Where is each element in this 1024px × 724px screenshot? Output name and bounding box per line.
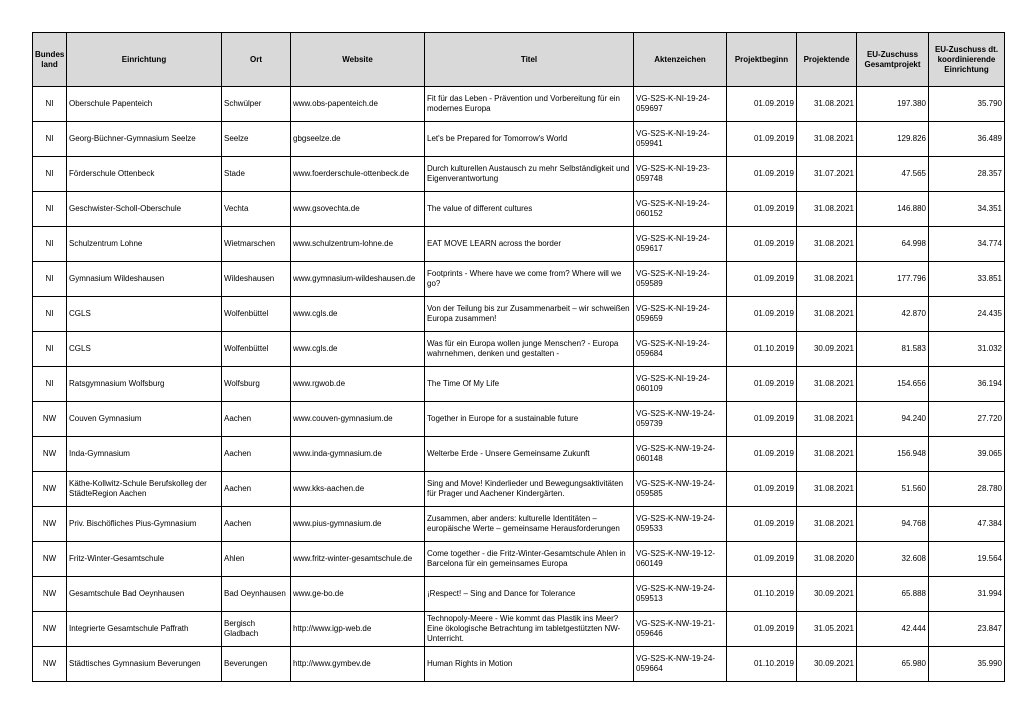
bundesland-cell: NW bbox=[33, 647, 67, 682]
einrichtung-cell: Schulzentrum Lohne bbox=[67, 227, 222, 262]
projektbeginn-cell: 01.09.2019 bbox=[727, 507, 797, 542]
table-row bbox=[33, 402, 1005, 437]
titel-cell: EAT MOVE LEARN across the border bbox=[425, 227, 634, 262]
table-row bbox=[33, 157, 1005, 192]
website-cell: www.fritz-winter-gesamtschule.de bbox=[291, 542, 425, 577]
zuschuss-gesamt-cell: 156.948 bbox=[857, 437, 929, 472]
table-row bbox=[33, 367, 1005, 402]
bundesland-cell: NW bbox=[33, 612, 67, 647]
header-eu-zuschuss-gesamt: EU-Zuschuss Gesamtprojekt bbox=[857, 33, 929, 87]
website-cell: www.inda-gymnasium.de bbox=[291, 437, 425, 472]
projektende-cell: 30.09.2021 bbox=[797, 647, 857, 682]
header-projektende: Projektende bbox=[797, 33, 857, 87]
projektbeginn-cell: 01.10.2019 bbox=[727, 647, 797, 682]
aktenzeichen-cell: VG-S2S-K-NI-19-24-060109 bbox=[634, 367, 727, 402]
zuschuss-gesamt-cell: 65.888 bbox=[857, 577, 929, 612]
bundesland-cell: NW bbox=[33, 507, 67, 542]
bundesland-cell: NW bbox=[33, 577, 67, 612]
header-einrichtung: Einrichtung bbox=[67, 33, 222, 87]
einrichtung-cell: CGLS bbox=[67, 332, 222, 367]
bundesland-cell: NW bbox=[33, 402, 67, 437]
ort-cell: Stade bbox=[222, 157, 291, 192]
ort-cell: Schwülper bbox=[222, 87, 291, 122]
zuschuss-koordinierend-cell: 23.847 bbox=[929, 612, 1005, 647]
zuschuss-koordinierend-cell: 34.351 bbox=[929, 192, 1005, 227]
zuschuss-koordinierend-cell: 35.790 bbox=[929, 87, 1005, 122]
projektbeginn-cell: 01.09.2019 bbox=[727, 402, 797, 437]
projektbeginn-cell: 01.09.2019 bbox=[727, 472, 797, 507]
zuschuss-gesamt-cell: 47.565 bbox=[857, 157, 929, 192]
bundesland-cell: NW bbox=[33, 472, 67, 507]
bundesland-cell: NI bbox=[33, 87, 67, 122]
header-aktenzeichen: Aktenzeichen bbox=[634, 33, 727, 87]
table-row bbox=[33, 227, 1005, 262]
bundesland-cell: NI bbox=[33, 157, 67, 192]
aktenzeichen-cell: VG-S2S-K-NI-19-24-059684 bbox=[634, 332, 727, 367]
titel-cell: Technopoly-Meere - Wie kommt das Plastik ins Meer? Eine ökologische Betrachtung im tabletgestützten NW-Unterricht. bbox=[425, 612, 634, 647]
aktenzeichen-cell: VG-S2S-K-NI-19-24-059697 bbox=[634, 87, 727, 122]
einrichtung-cell: Förderschule Ottenbeck bbox=[67, 157, 222, 192]
titel-cell: Welterbe Erde - Unsere Gemeinsame Zukunft bbox=[425, 437, 634, 472]
table-row bbox=[33, 437, 1005, 472]
zuschuss-gesamt-cell: 32.608 bbox=[857, 542, 929, 577]
projektende-cell: 31.07.2021 bbox=[797, 157, 857, 192]
ort-cell: Bad Oeynhausen bbox=[222, 577, 291, 612]
titel-cell: Come together - die Fritz-Winter-Gesamtschule Ahlen in Barcelona für ein gemeinsames Europa bbox=[425, 542, 634, 577]
projektende-cell: 31.08.2021 bbox=[797, 367, 857, 402]
header-ort: Ort bbox=[222, 33, 291, 87]
table-row bbox=[33, 542, 1005, 577]
zuschuss-gesamt-cell: 129.826 bbox=[857, 122, 929, 157]
table-row bbox=[33, 472, 1005, 507]
table-body bbox=[33, 87, 1005, 682]
titel-cell: The value of different cultures bbox=[425, 192, 634, 227]
einrichtung-cell: Priv. Bischöfliches Pius-Gymnasium bbox=[67, 507, 222, 542]
projektbeginn-cell: 01.09.2019 bbox=[727, 227, 797, 262]
titel-cell: Fit für das Leben - Prävention und Vorbereitung für ein modernes Europa bbox=[425, 87, 634, 122]
zuschuss-gesamt-cell: 197.380 bbox=[857, 87, 929, 122]
website-cell: http://www.igp-web.de bbox=[291, 612, 425, 647]
projektende-cell: 31.08.2021 bbox=[797, 472, 857, 507]
projektende-cell: 31.08.2021 bbox=[797, 227, 857, 262]
table-row bbox=[33, 332, 1005, 367]
zuschuss-gesamt-cell: 81.583 bbox=[857, 332, 929, 367]
website-cell: www.cgls.de bbox=[291, 297, 425, 332]
projektende-cell: 31.05.2021 bbox=[797, 612, 857, 647]
aktenzeichen-cell: VG-S2S-K-NW-19-21-059646 bbox=[634, 612, 727, 647]
table-row bbox=[33, 87, 1005, 122]
aktenzeichen-cell: VG-S2S-K-NW-19-12-060149 bbox=[634, 542, 727, 577]
aktenzeichen-cell: VG-S2S-K-NW-19-24-059533 bbox=[634, 507, 727, 542]
header-row bbox=[33, 33, 1005, 87]
aktenzeichen-cell: VG-S2S-K-NI-19-24-059659 bbox=[634, 297, 727, 332]
projektende-cell: 31.08.2021 bbox=[797, 507, 857, 542]
projektende-cell: 31.08.2021 bbox=[797, 297, 857, 332]
projektbeginn-cell: 01.09.2019 bbox=[727, 192, 797, 227]
zuschuss-koordinierend-cell: 28.780 bbox=[929, 472, 1005, 507]
table-row bbox=[33, 577, 1005, 612]
einrichtung-cell: Ratsgymnasium Wolfsburg bbox=[67, 367, 222, 402]
aktenzeichen-cell: VG-S2S-K-NI-19-23-059748 bbox=[634, 157, 727, 192]
bundesland-cell: NI bbox=[33, 332, 67, 367]
projektbeginn-cell: 01.09.2019 bbox=[727, 542, 797, 577]
bundesland-cell: NW bbox=[33, 437, 67, 472]
zuschuss-koordinierend-cell: 36.194 bbox=[929, 367, 1005, 402]
zuschuss-gesamt-cell: 51.560 bbox=[857, 472, 929, 507]
zuschuss-gesamt-cell: 177.796 bbox=[857, 262, 929, 297]
bundesland-cell: NI bbox=[33, 192, 67, 227]
website-cell: www.obs-papenteich.de bbox=[291, 87, 425, 122]
header-eu-zuschuss-koordinierend: EU-Zuschuss dt. koordinierende Einrichtung bbox=[929, 33, 1005, 87]
titel-cell: Sing and Move! Kinderlieder und Bewegungsaktivitäten für Prager und Aachener Kindergärten. bbox=[425, 472, 634, 507]
table-row bbox=[33, 192, 1005, 227]
website-cell: www.gymnasium-wildeshausen.de bbox=[291, 262, 425, 297]
bundesland-cell: NI bbox=[33, 262, 67, 297]
projektbeginn-cell: 01.10.2019 bbox=[727, 332, 797, 367]
zuschuss-gesamt-cell: 94.768 bbox=[857, 507, 929, 542]
ort-cell: Wolfenbüttel bbox=[222, 332, 291, 367]
titel-cell: Let's be Prepared for Tomorrow's World bbox=[425, 122, 634, 157]
zuschuss-koordinierend-cell: 47.384 bbox=[929, 507, 1005, 542]
einrichtung-cell: Oberschule Papenteich bbox=[67, 87, 222, 122]
projektende-cell: 31.08.2021 bbox=[797, 262, 857, 297]
projektende-cell: 31.08.2021 bbox=[797, 192, 857, 227]
website-cell: www.schulzentrum-lohne.de bbox=[291, 227, 425, 262]
document-page bbox=[32, 32, 1005, 682]
projects-table bbox=[32, 32, 1005, 682]
bundesland-cell: NW bbox=[33, 542, 67, 577]
ort-cell: Aachen bbox=[222, 507, 291, 542]
zuschuss-gesamt-cell: 146.880 bbox=[857, 192, 929, 227]
table-row bbox=[33, 297, 1005, 332]
website-cell: www.foerderschule-ottenbeck.de bbox=[291, 157, 425, 192]
projektende-cell: 31.08.2021 bbox=[797, 437, 857, 472]
aktenzeichen-cell: VG-S2S-K-NW-19-24-059664 bbox=[634, 647, 727, 682]
projektbeginn-cell: 01.10.2019 bbox=[727, 577, 797, 612]
zuschuss-gesamt-cell: 154.656 bbox=[857, 367, 929, 402]
ort-cell: Wietmarschen bbox=[222, 227, 291, 262]
aktenzeichen-cell: VG-S2S-K-NI-19-24-059617 bbox=[634, 227, 727, 262]
table-row bbox=[33, 612, 1005, 647]
ort-cell: Ahlen bbox=[222, 542, 291, 577]
ort-cell: Wolfenbüttel bbox=[222, 297, 291, 332]
bundesland-cell: NI bbox=[33, 122, 67, 157]
zuschuss-koordinierend-cell: 31.994 bbox=[929, 577, 1005, 612]
ort-cell: Vechta bbox=[222, 192, 291, 227]
titel-cell: Footprints - Where have we come from? Where will we go? bbox=[425, 262, 634, 297]
einrichtung-cell: Käthe-Kollwitz-Schule Berufskolleg der StädteRegion Aachen bbox=[67, 472, 222, 507]
projektbeginn-cell: 01.09.2019 bbox=[727, 437, 797, 472]
table-row bbox=[33, 262, 1005, 297]
projektende-cell: 30.09.2021 bbox=[797, 332, 857, 367]
aktenzeichen-cell: VG-S2S-K-NW-19-24-060148 bbox=[634, 437, 727, 472]
zuschuss-gesamt-cell: 94.240 bbox=[857, 402, 929, 437]
table-row bbox=[33, 507, 1005, 542]
header-projektbeginn: Projektbeginn bbox=[727, 33, 797, 87]
projektbeginn-cell: 01.09.2019 bbox=[727, 262, 797, 297]
einrichtung-cell: Städtisches Gymnasium Beverungen bbox=[67, 647, 222, 682]
projektende-cell: 31.08.2021 bbox=[797, 402, 857, 437]
ort-cell: Aachen bbox=[222, 402, 291, 437]
titel-cell: Together in Europe for a sustainable future bbox=[425, 402, 634, 437]
header-titel: Titel bbox=[425, 33, 634, 87]
projektende-cell: 31.08.2020 bbox=[797, 542, 857, 577]
projektbeginn-cell: 01.09.2019 bbox=[727, 297, 797, 332]
ort-cell: Bergisch Gladbach bbox=[222, 612, 291, 647]
website-cell: www.rgwob.de bbox=[291, 367, 425, 402]
zuschuss-koordinierend-cell: 33.851 bbox=[929, 262, 1005, 297]
website-cell: www.ge-bo.de bbox=[291, 577, 425, 612]
website-cell: www.couven-gymnasium.de bbox=[291, 402, 425, 437]
projektende-cell: 31.08.2021 bbox=[797, 122, 857, 157]
projektbeginn-cell: 01.09.2019 bbox=[727, 367, 797, 402]
bundesland-cell: NI bbox=[33, 227, 67, 262]
table-row bbox=[33, 647, 1005, 682]
projektbeginn-cell: 01.09.2019 bbox=[727, 157, 797, 192]
aktenzeichen-cell: VG-S2S-K-NI-19-24-059941 bbox=[634, 122, 727, 157]
zuschuss-koordinierend-cell: 35.990 bbox=[929, 647, 1005, 682]
zuschuss-gesamt-cell: 65.980 bbox=[857, 647, 929, 682]
ort-cell: Seelze bbox=[222, 122, 291, 157]
titel-cell: Von der Teilung bis zur Zusammenarbeit – wir schweißen Europa zusammen! bbox=[425, 297, 634, 332]
titel-cell: Zusammen, aber anders: kulturelle Identitäten – europäische Werte – gemeinsame Herausforderungen bbox=[425, 507, 634, 542]
projektbeginn-cell: 01.09.2019 bbox=[727, 87, 797, 122]
ort-cell: Aachen bbox=[222, 472, 291, 507]
einrichtung-cell: CGLS bbox=[67, 297, 222, 332]
zuschuss-gesamt-cell: 42.870 bbox=[857, 297, 929, 332]
einrichtung-cell: Geschwister-Scholl-Oberschule bbox=[67, 192, 222, 227]
ort-cell: Wolfsburg bbox=[222, 367, 291, 402]
aktenzeichen-cell: VG-S2S-K-NW-19-24-059513 bbox=[634, 577, 727, 612]
zuschuss-gesamt-cell: 42.444 bbox=[857, 612, 929, 647]
titel-cell: ¡Respect! – Sing and Dance for Tolerance bbox=[425, 577, 634, 612]
aktenzeichen-cell: VG-S2S-K-NI-19-24-060152 bbox=[634, 192, 727, 227]
einrichtung-cell: Inda-Gymnasium bbox=[67, 437, 222, 472]
website-cell: www.gsovechta.de bbox=[291, 192, 425, 227]
projektbeginn-cell: 01.09.2019 bbox=[727, 122, 797, 157]
website-cell: gbgseelze.de bbox=[291, 122, 425, 157]
projektende-cell: 31.08.2021 bbox=[797, 87, 857, 122]
titel-cell: Human Rights in Motion bbox=[425, 647, 634, 682]
zuschuss-koordinierend-cell: 19.564 bbox=[929, 542, 1005, 577]
titel-cell: The Time Of My Life bbox=[425, 367, 634, 402]
header-website: Website bbox=[291, 33, 425, 87]
zuschuss-koordinierend-cell: 27.720 bbox=[929, 402, 1005, 437]
einrichtung-cell: Integrierte Gesamtschule Paffrath bbox=[67, 612, 222, 647]
einrichtung-cell: Couven Gymnasium bbox=[67, 402, 222, 437]
website-cell: www.kks-aachen.de bbox=[291, 472, 425, 507]
einrichtung-cell: Gymnasium Wildeshausen bbox=[67, 262, 222, 297]
ort-cell: Wildeshausen bbox=[222, 262, 291, 297]
projektbeginn-cell: 01.09.2019 bbox=[727, 612, 797, 647]
titel-cell: Durch kulturellen Austausch zu mehr Selbständigkeit und Eigenverantwortung bbox=[425, 157, 634, 192]
aktenzeichen-cell: VG-S2S-K-NW-19-24-059739 bbox=[634, 402, 727, 437]
ort-cell: Aachen bbox=[222, 437, 291, 472]
zuschuss-koordinierend-cell: 39.065 bbox=[929, 437, 1005, 472]
zuschuss-koordinierend-cell: 28.357 bbox=[929, 157, 1005, 192]
website-cell: www.pius-gymnasium.de bbox=[291, 507, 425, 542]
einrichtung-cell: Georg-Büchner-Gymnasium Seelze bbox=[67, 122, 222, 157]
titel-cell: Was für ein Europa wollen junge Menschen? - Europa wahrnehmen, denken und gestalten - bbox=[425, 332, 634, 367]
einrichtung-cell: Gesamtschule Bad Oeynhausen bbox=[67, 577, 222, 612]
bundesland-cell: NI bbox=[33, 367, 67, 402]
zuschuss-gesamt-cell: 64.998 bbox=[857, 227, 929, 262]
table-row bbox=[33, 122, 1005, 157]
projektende-cell: 30.09.2021 bbox=[797, 577, 857, 612]
bundesland-cell: NI bbox=[33, 297, 67, 332]
zuschuss-koordinierend-cell: 36.489 bbox=[929, 122, 1005, 157]
zuschuss-koordinierend-cell: 31.032 bbox=[929, 332, 1005, 367]
header-bundesland: Bundes land bbox=[33, 33, 67, 87]
zuschuss-koordinierend-cell: 24.435 bbox=[929, 297, 1005, 332]
aktenzeichen-cell: VG-S2S-K-NW-19-24-059585 bbox=[634, 472, 727, 507]
aktenzeichen-cell: VG-S2S-K-NI-19-24-059589 bbox=[634, 262, 727, 297]
website-cell: http://www.gymbev.de bbox=[291, 647, 425, 682]
website-cell: www.cgls.de bbox=[291, 332, 425, 367]
einrichtung-cell: Fritz-Winter-Gesamtschule bbox=[67, 542, 222, 577]
ort-cell: Beverungen bbox=[222, 647, 291, 682]
zuschuss-koordinierend-cell: 34.774 bbox=[929, 227, 1005, 262]
